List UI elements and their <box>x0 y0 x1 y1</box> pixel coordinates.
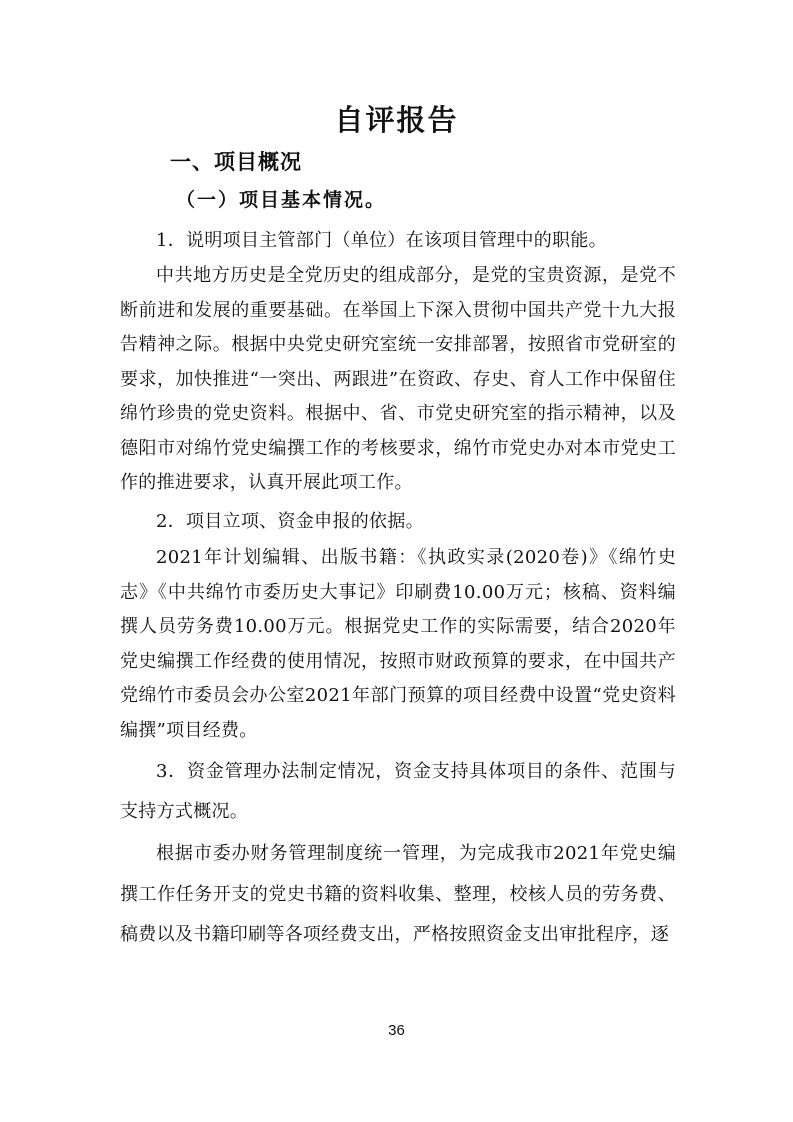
item-2-heading: 2．项目立项、资金申报的依据。 <box>156 511 424 532</box>
section-heading-project-overview: 一、项目概况 <box>170 150 302 174</box>
item-1-paragraph: 中共地方历史是全党历史的组成部分，是党的宝贵资源，是党不断前进和发展的重要基础。在举国上下深入贯彻中国共产党十九大报告精神之际。根据中央党史研究室统一安排部署，按照省市党研室的要求，加快推进“一突出、两跟进”在资政、存史、育人工作中保留住绵竹珍贵的党史资料。根据中、省、市党史研究室的指示精神，以及德阳市对绵竹党史编撰工作的考核要求，绵竹市党史办对本市党史工作的推进要求，认真开展此项工作。 <box>120 265 676 493</box>
page-number: 36 <box>388 1022 405 1039</box>
item-2-paragraph: 2021年计划编辑、出版书籍：《执政实录(2020卷)》《绵竹史志》《中共绵竹市委历史大事记》印刷费10.00万元；核稿、资料编撰人员劳务费10.00万元。根据党史工作的实际需要，结合2020年党史编撰工作经费的使用情况，按照市财政预算的要求，在中国共产党绵竹市委员会办公室2021年部门预算的项目经费中设置“党史资料编撰”项目经费。 <box>120 547 676 741</box>
report-title: 自评报告 <box>334 103 459 137</box>
subsection-heading-basic-info: （一）项目基本情况。 <box>176 189 387 211</box>
item-3-heading: 3．资金管理办法制定情况，资金支持具体项目的条件、范围与支持方式概况。 <box>120 761 676 822</box>
item-1-heading: 1．说明项目主管部门（单位）在该项目管理中的职能。 <box>156 230 607 251</box>
item-3-paragraph: 根据市委办财务管理制度统一管理，为完成我市2021年党史编撰工作任务开支的党史书籍的资料收集、整理，校核人员的劳务费、稿费以及书籍印刷等各项经费支出，严格按照资金支出审批程序，逐 <box>120 843 676 945</box>
